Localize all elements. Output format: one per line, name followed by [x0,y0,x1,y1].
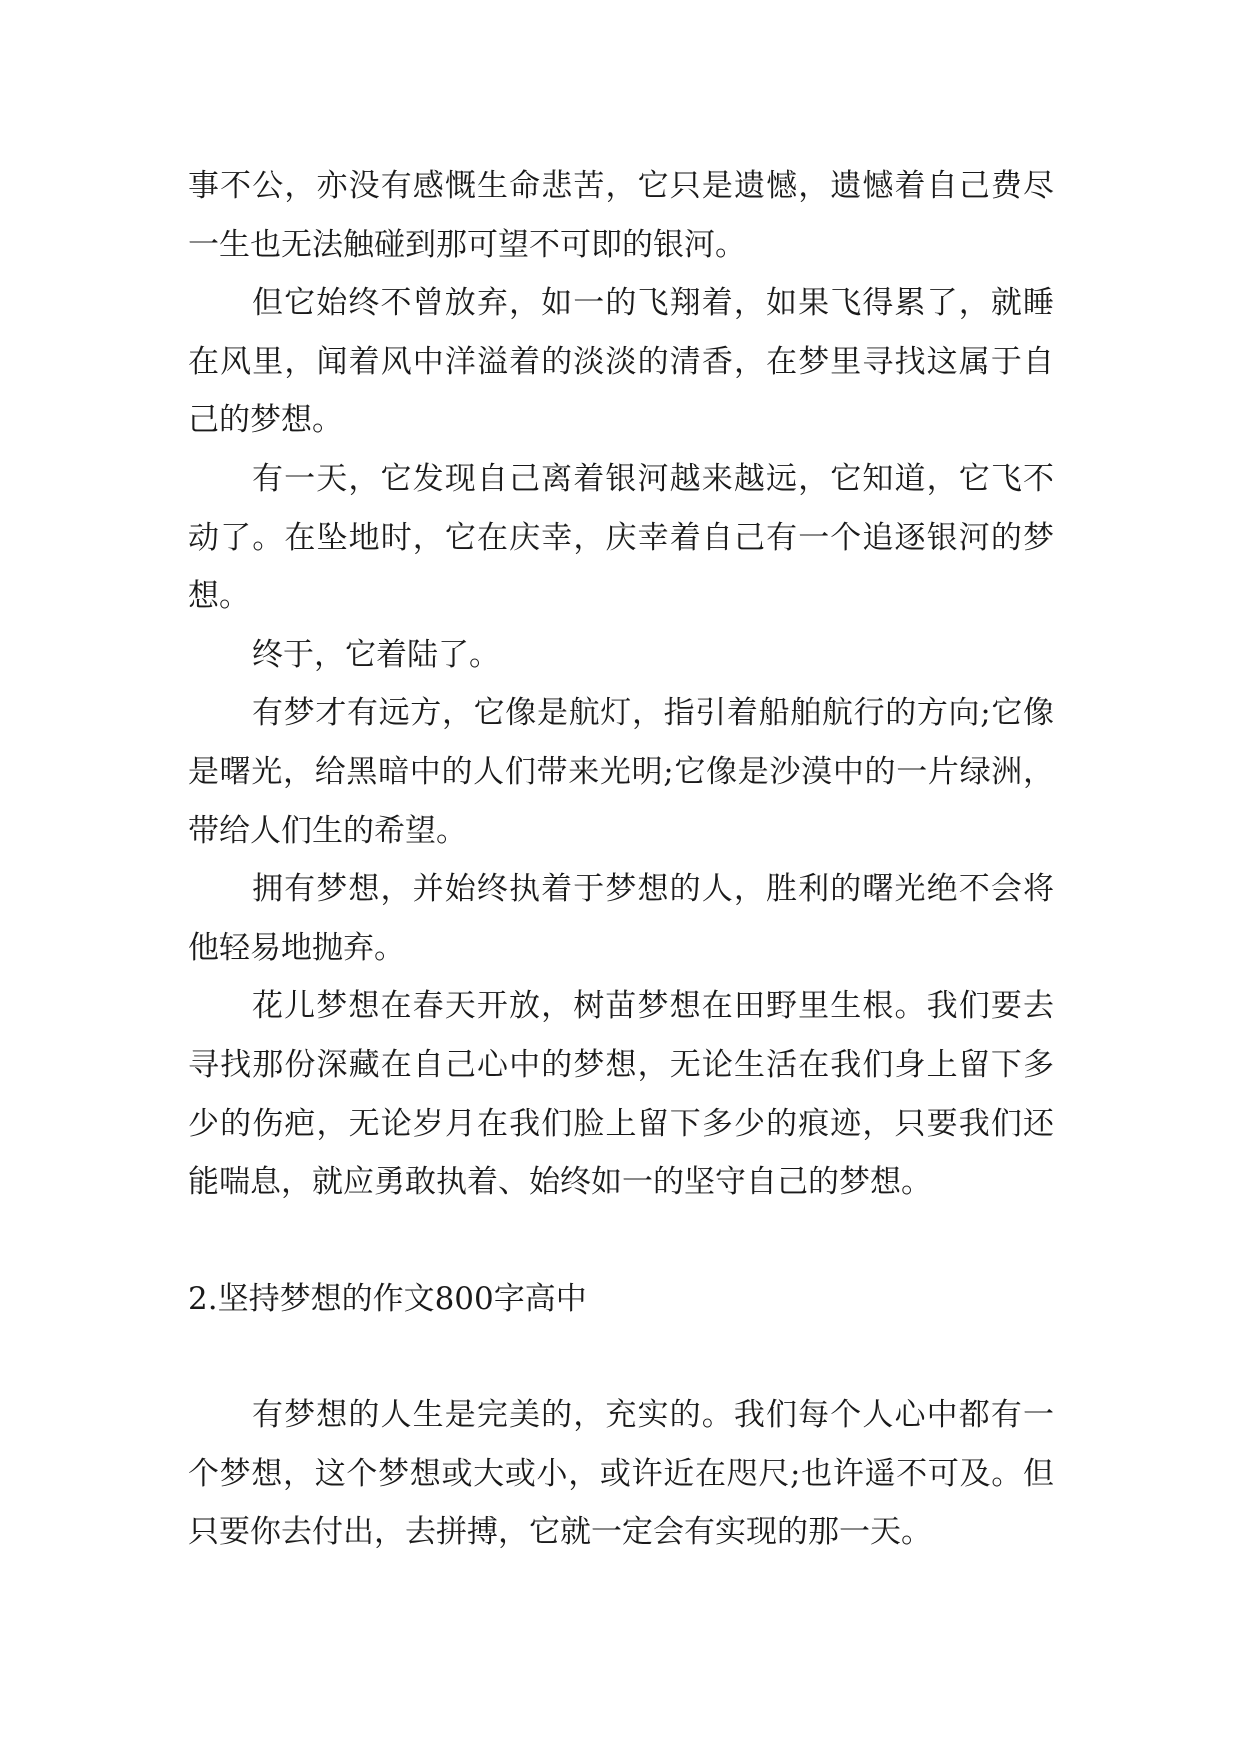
document-body [188,157,1054,1562]
section-2 [188,1386,1054,1562]
paragraph: 花儿梦想在春天开放，树苗梦想在田野里生根。我们要去寻找那份深藏在自己心中的梦想，无论生活在我们身上留下多少的伤疤，无论岁月在我们脸上留下多少的痕迹，只要我们还能喘息，就应勇敢执着、始终如一的坚守自己的梦想。 [188,988,1054,1201]
paragraph: 但它始终不曾放弃，如一的飞翔着，如果飞得累了，就睡在风里，闻着风中洋溢着的淡淡的清香，在梦里寻找这属于自己的梦想。 [188,285,1054,439]
spacer [188,1328,1054,1386]
section-1 [188,157,1054,1212]
paragraph: 拥有梦想，并始终执着于梦想的人，胜利的曙光绝不会将他轻易地抛弃。 [188,871,1054,966]
paragraph: 有梦想的人生是完美的，充实的。我们每个人心中都有一个梦想，这个梦想或大或小，或许近在咫尺;也许遥不可及。但只要你去付出，去拼搏，它就一定会有实现的那一天。 [188,1397,1054,1551]
paragraph: 有一天，它发现自己离着银河越来越远，它知道，它飞不动了。在坠地时，它在庆幸，庆幸着自己有一个追逐银河的梦想。 [188,460,1054,615]
paragraph: 终于，它着陆了。 [252,636,500,673]
section-heading: 2.坚持梦想的作文800字高中 [188,1280,587,1317]
paragraph: 事不公，亦没有感慨生命悲苦，它只是遗憾，遗憾着自己费尽一生也无法触碰到那可望不可即的银河。 [188,168,1054,263]
paragraph: 有梦才有远方，它像是航灯，指引着船舶航行的方向;它像是曙光，给黑暗中的人们带来光明;它像是沙漠中的一片绿洲，带给人们生的希望。 [188,695,1054,849]
spacer [188,1212,1054,1270]
